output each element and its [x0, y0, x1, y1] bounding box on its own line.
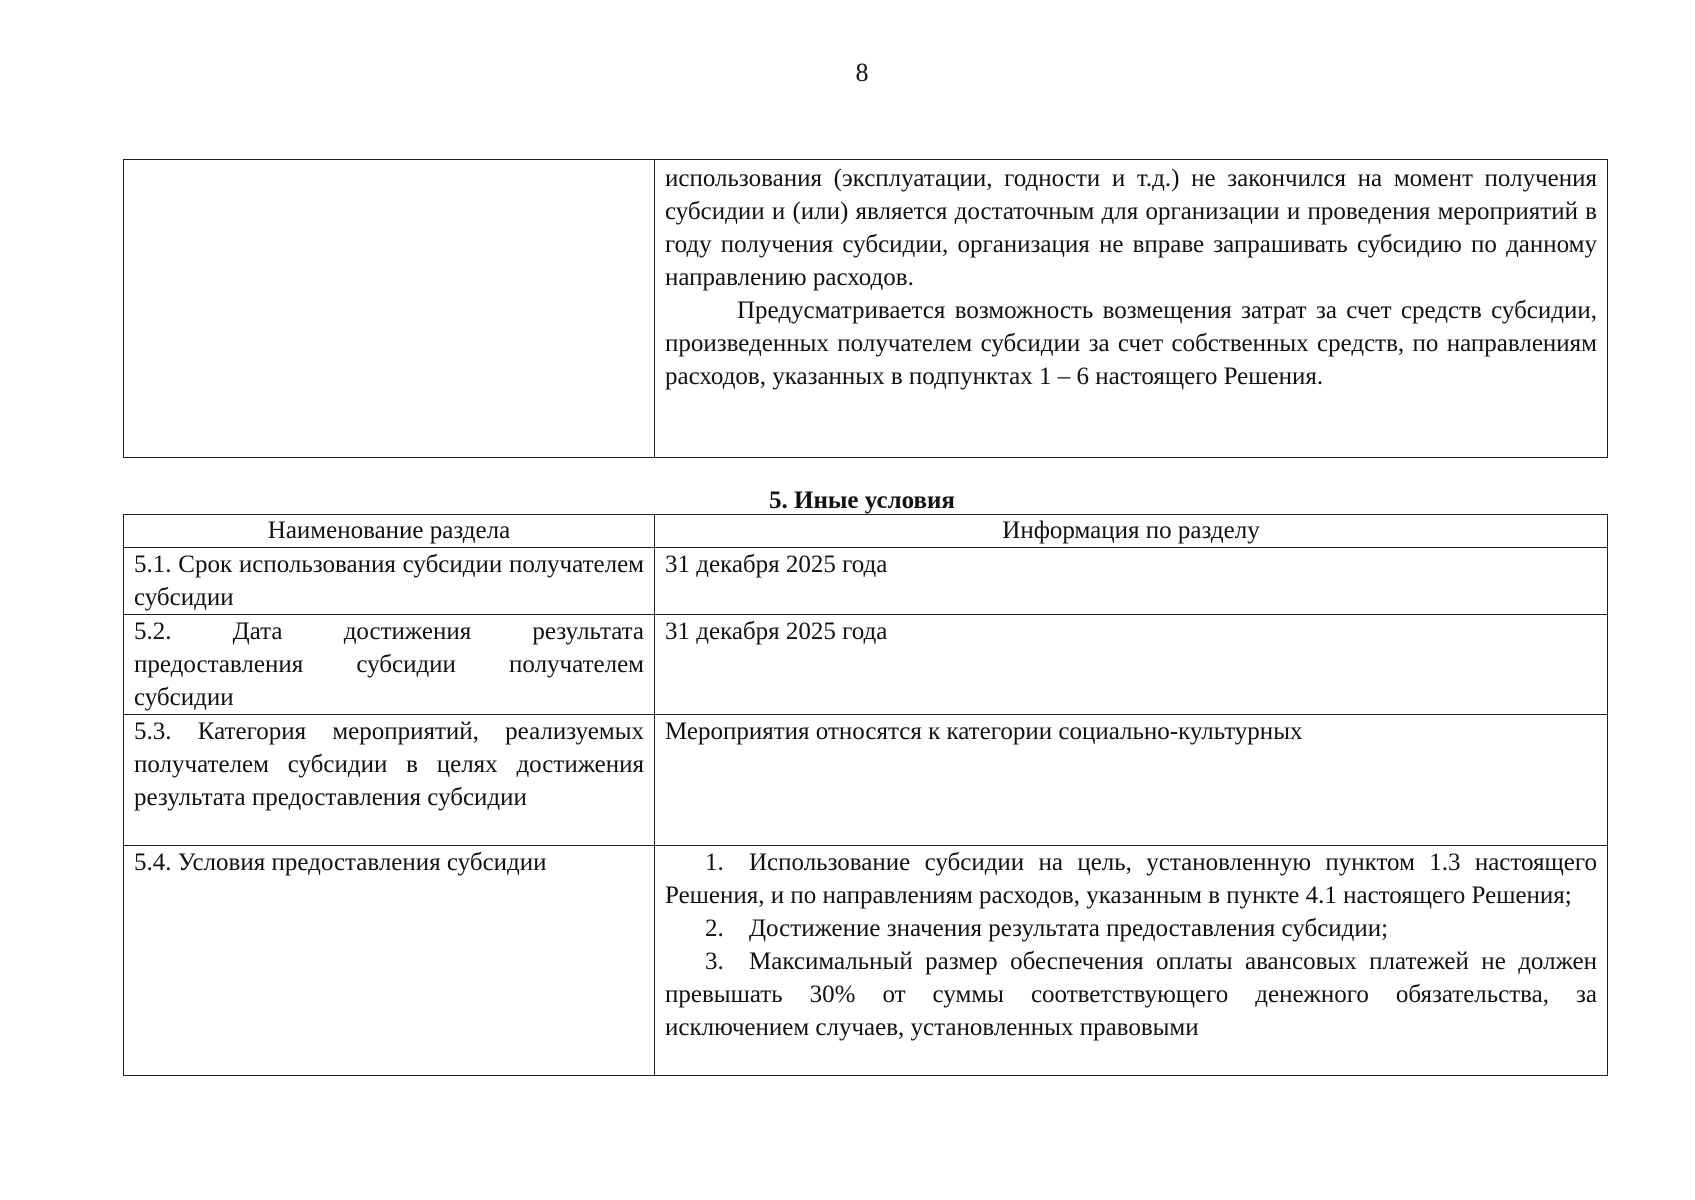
condition-text: Достижение значения результата предоставления субсидии; — [749, 915, 1389, 942]
condition-item — [665, 912, 1597, 945]
page-number: 8 — [855, 58, 869, 87]
table-row — [124, 160, 1608, 458]
section-name-cell: 5.1. Срок использования субсидии получателем субсидии — [124, 548, 655, 615]
section-name-cell: 5.4. Условия предоставления субсидии — [124, 846, 655, 1076]
condition-text: Максимальный размер обеспечения оплаты авансовых платежей не должен превышать 30% от суммы соответствующего денежного обязательства, за исключением случаев, установленных правовыми — [665, 948, 1597, 1041]
condition-number: 3. — [705, 948, 724, 975]
table-row — [124, 715, 1608, 846]
table-header-row — [124, 515, 1608, 548]
continuation-table — [123, 159, 1608, 458]
column-header: Наименование раздела — [124, 515, 655, 548]
section-info-cell: 31 декабря 2025 года — [655, 615, 1608, 715]
section-name-cell: 5.3. Категория мероприятий, реализуемых получателем субсидии в целях достижения результата предоставления субсидии — [124, 715, 655, 846]
continuation-paragraph: использования (эксплуатации, годности и т.д.) не закончился на момент получения субсидии и (или) является достаточным для организации и проведения мероприятий в году получения субсидии, организация не вправе запрашивать субсидию по данному направлению расходов. — [665, 165, 1597, 291]
column-header: Информация по разделу — [655, 515, 1608, 548]
table-row — [124, 548, 1608, 615]
section-info-cell: 31 декабря 2025 года — [655, 548, 1608, 615]
condition-item — [665, 846, 1597, 912]
empty-cell — [124, 160, 655, 458]
conditions-list-cell — [655, 846, 1608, 1076]
section-title: 5. Иные условия — [769, 487, 955, 514]
table-row — [124, 615, 1608, 715]
continuation-paragraph: Предусматривается возможность возмещения затрат за счет средств субсидии, произведенных получателем субсидии за счет собственных средств, по направлениям расходов, указанных в подпунктах 1 – 6 настоящего Решения. — [665, 297, 1597, 390]
conditions-table — [123, 514, 1608, 1076]
table-row — [124, 846, 1608, 1076]
section-name-cell: 5.2. Дата достижения результата предоставления субсидии получателем субсидии — [124, 615, 655, 715]
condition-item — [665, 945, 1597, 1044]
continuation-cell — [655, 160, 1608, 458]
condition-text: Использование субсидии на цель, установленную пунктом 1.3 настоящего Решения, и по направлениям расходов, указанным в пункте 4.1 настоящего Решения; — [665, 849, 1597, 909]
section-info-cell: Мероприятия относятся к категории социально-культурных — [655, 715, 1608, 846]
condition-number: 1. — [705, 849, 724, 876]
condition-number: 2. — [705, 915, 724, 942]
